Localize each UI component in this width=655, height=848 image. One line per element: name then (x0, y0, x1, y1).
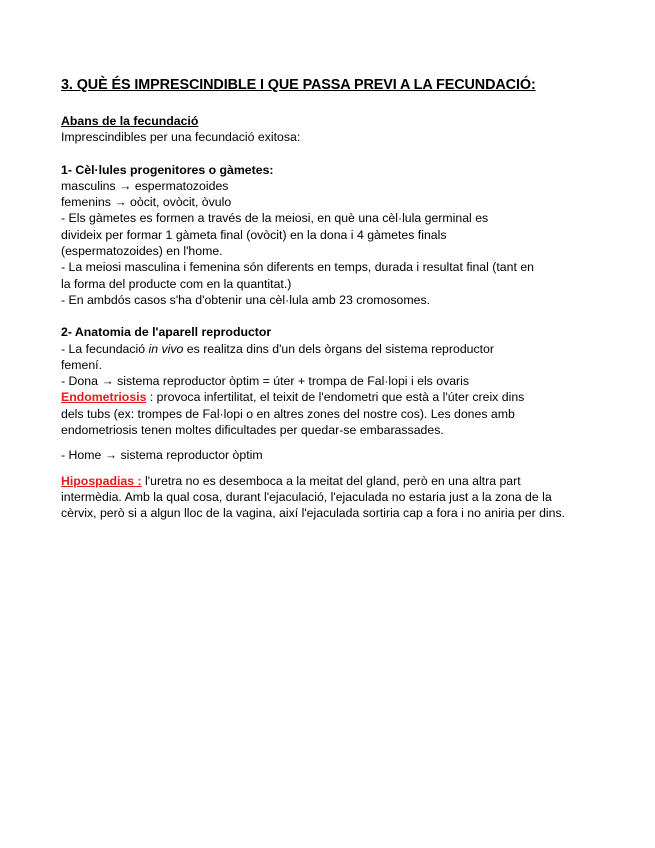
fecundacio-text: es realitza dins d'un dels òrgans del sistema reproductor (183, 341, 494, 356)
subheading-gametes: 1- Cèl·lules progenitores o gàmetes: (61, 162, 274, 177)
gametes-text-line: - En ambdós casos s'ha d'obtenir una cèl·lula amb 23 cromosomes. (61, 292, 431, 307)
dona-label: - Dona (61, 374, 98, 389)
feminine-label: femenins (61, 195, 111, 210)
fecundacio-text: - La fecundació (61, 341, 149, 356)
masculine-value: espermatozoides (134, 178, 229, 193)
hipospadias-term: Hipospadias : (61, 473, 142, 488)
arrow-icon: → (101, 374, 114, 389)
hipospadias-text-line: cèrvix, però si a algun lloc de la vagina, així l'ejaculada sortiria cap a fora i no aniria per dins. (61, 506, 566, 521)
feminine-line (61, 194, 621, 210)
masculine-label: masculins (61, 178, 116, 193)
subheading-anatomia: 2- Anatomia de l'aparell reproductor (61, 325, 272, 340)
masculine-line (61, 178, 621, 194)
document-body (61, 76, 621, 522)
fecundacio-line (61, 341, 621, 357)
arrow-icon: → (114, 195, 127, 210)
in-vivo-text: in vivo (148, 341, 184, 356)
endometriosis-term: Endometriosis (61, 390, 147, 405)
fecundacio-line-2: femení. (61, 357, 103, 372)
gametes-text-line: - Els gàmetes es formen a través de la meiosi, en què una cèl·lula germinal es (61, 211, 489, 226)
gametes-text-line: divideix per formar 1 gàmeta final (ovòcit) en la dona i 4 gàmetes finals (61, 227, 447, 242)
gametes-text-line: - La meiosi masculina i femenina són diferents en temps, durada i resultat final (tant en (61, 260, 534, 275)
hipospadias-text: l'uretra no es desemboca a la meitat del gland, però en una altra part (141, 473, 521, 488)
hipospadias-line (61, 473, 621, 489)
gametes-text-line: (espermatozoides) en l'home. (61, 244, 223, 259)
section-title: 3. QUÈ ÉS IMPRESCINDIBLE I QUE PASSA PREVI A LA FECUNDACIÓ: (61, 77, 536, 93)
gametes-text-line: la forma del producte com en la quantitat.) (61, 276, 292, 291)
arrow-icon: → (104, 448, 118, 463)
dona-value: sistema reproductor òptim = úter + trompa de Fal·lopi i els ovaris (117, 374, 470, 389)
endometriosis-line (61, 389, 621, 405)
arrow-icon: → (119, 178, 132, 193)
home-label: - Home (61, 448, 102, 463)
intro-line: Imprescindibles per una fecundació exitosa: (61, 130, 301, 145)
endometriosis-text-line: dels tubs (ex: trompes de Fal·lopi o en altres zones del nostre cos). Les dones amb (61, 406, 515, 421)
endometriosis-text-line: endometriosis tenen moltes dificultades per quedar-se embarassades. (61, 423, 444, 438)
dona-line (61, 373, 621, 389)
subheading-abans: Abans de la fecundació (61, 114, 199, 128)
home-value: sistema reproductor òptim (120, 448, 263, 463)
home-line (61, 447, 621, 463)
endometriosis-text: : provoca infertilitat, el teixit de l'endometri que està a l'úter creix dins (146, 390, 525, 405)
feminine-value: oòcit, ovòcit, òvulo (130, 195, 232, 210)
hipospadias-text-line: intermèdia. Amb la qual cosa, durant l'ejaculació, l'ejaculada no estaria just a la zona de la (61, 489, 552, 504)
